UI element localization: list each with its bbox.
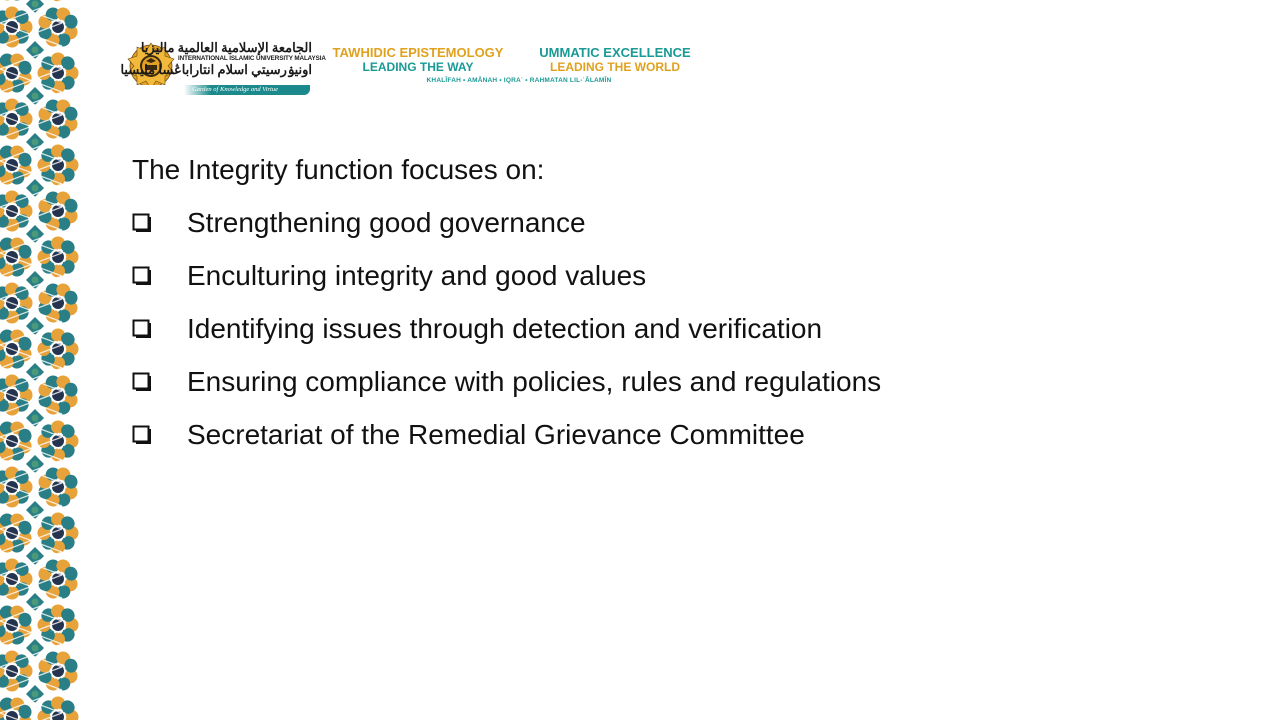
- motto-left-line1: TAWHIDIC EPISTEMOLOGY: [332, 45, 504, 60]
- motto-left-line2: LEADING THE WAY: [362, 60, 474, 74]
- bullet-text: Ensuring compliance with policies, rules and regulations: [187, 366, 882, 397]
- university-name-arabic: الجامعة الإسلامية العالمية ماليزيا: [140, 40, 312, 55]
- hollow-square-checkbox-icon: [132, 425, 152, 445]
- motto-right-line2: LEADING THE WORLD: [550, 60, 680, 74]
- university-name-jawi: اونيۏرسيتي اسلام انتاراباڠسا مليسيا: [120, 62, 312, 77]
- motto-logo: [324, 46, 714, 90]
- header: [120, 38, 726, 100]
- university-name-english: INTERNATIONAL ISLAMIC UNIVERSITY MALAYSIA: [178, 55, 326, 62]
- bullet-item: [132, 205, 1192, 258]
- bullet-item: [132, 364, 1192, 417]
- university-tagline: Garden of Knowledge and Virtue: [192, 86, 278, 93]
- islamic-geometric-pattern-icon: [0, 0, 62, 720]
- bullet-text: Secretariat of the Remedial Grievance Committee: [187, 419, 805, 450]
- geometric-pattern-border: [0, 0, 62, 720]
- bullet-text: Strengthening good governance: [187, 207, 586, 238]
- university-logo: [120, 38, 326, 98]
- hollow-square-checkbox-icon: [132, 213, 152, 233]
- hollow-square-checkbox-icon: [132, 266, 152, 286]
- motto-left: [324, 46, 512, 74]
- slide-content: [132, 152, 1192, 470]
- bullet-item: [132, 311, 1192, 364]
- bullet-item: [132, 258, 1192, 311]
- university-tagline-bar: [130, 85, 310, 95]
- bullet-text: Identifying issues through detection and verification: [187, 313, 823, 344]
- hollow-square-checkbox-icon: [132, 372, 152, 392]
- bullet-item: [132, 417, 1192, 470]
- motto-right: [520, 46, 710, 74]
- intro-text: The Integrity function focuses on:: [132, 154, 545, 185]
- university-name: [120, 40, 326, 85]
- motto-values: KHALĪFAH • AMĀNAH • IQRAʾ • RAHMATAN LIL-ʿĀLAMĪN: [426, 77, 612, 84]
- bullet-list: [132, 205, 1192, 470]
- motto-right-line1: UMMATIC EXCELLENCE: [539, 45, 691, 60]
- bullet-text: Enculturing integrity and good values: [187, 260, 647, 291]
- hollow-square-checkbox-icon: [132, 319, 152, 339]
